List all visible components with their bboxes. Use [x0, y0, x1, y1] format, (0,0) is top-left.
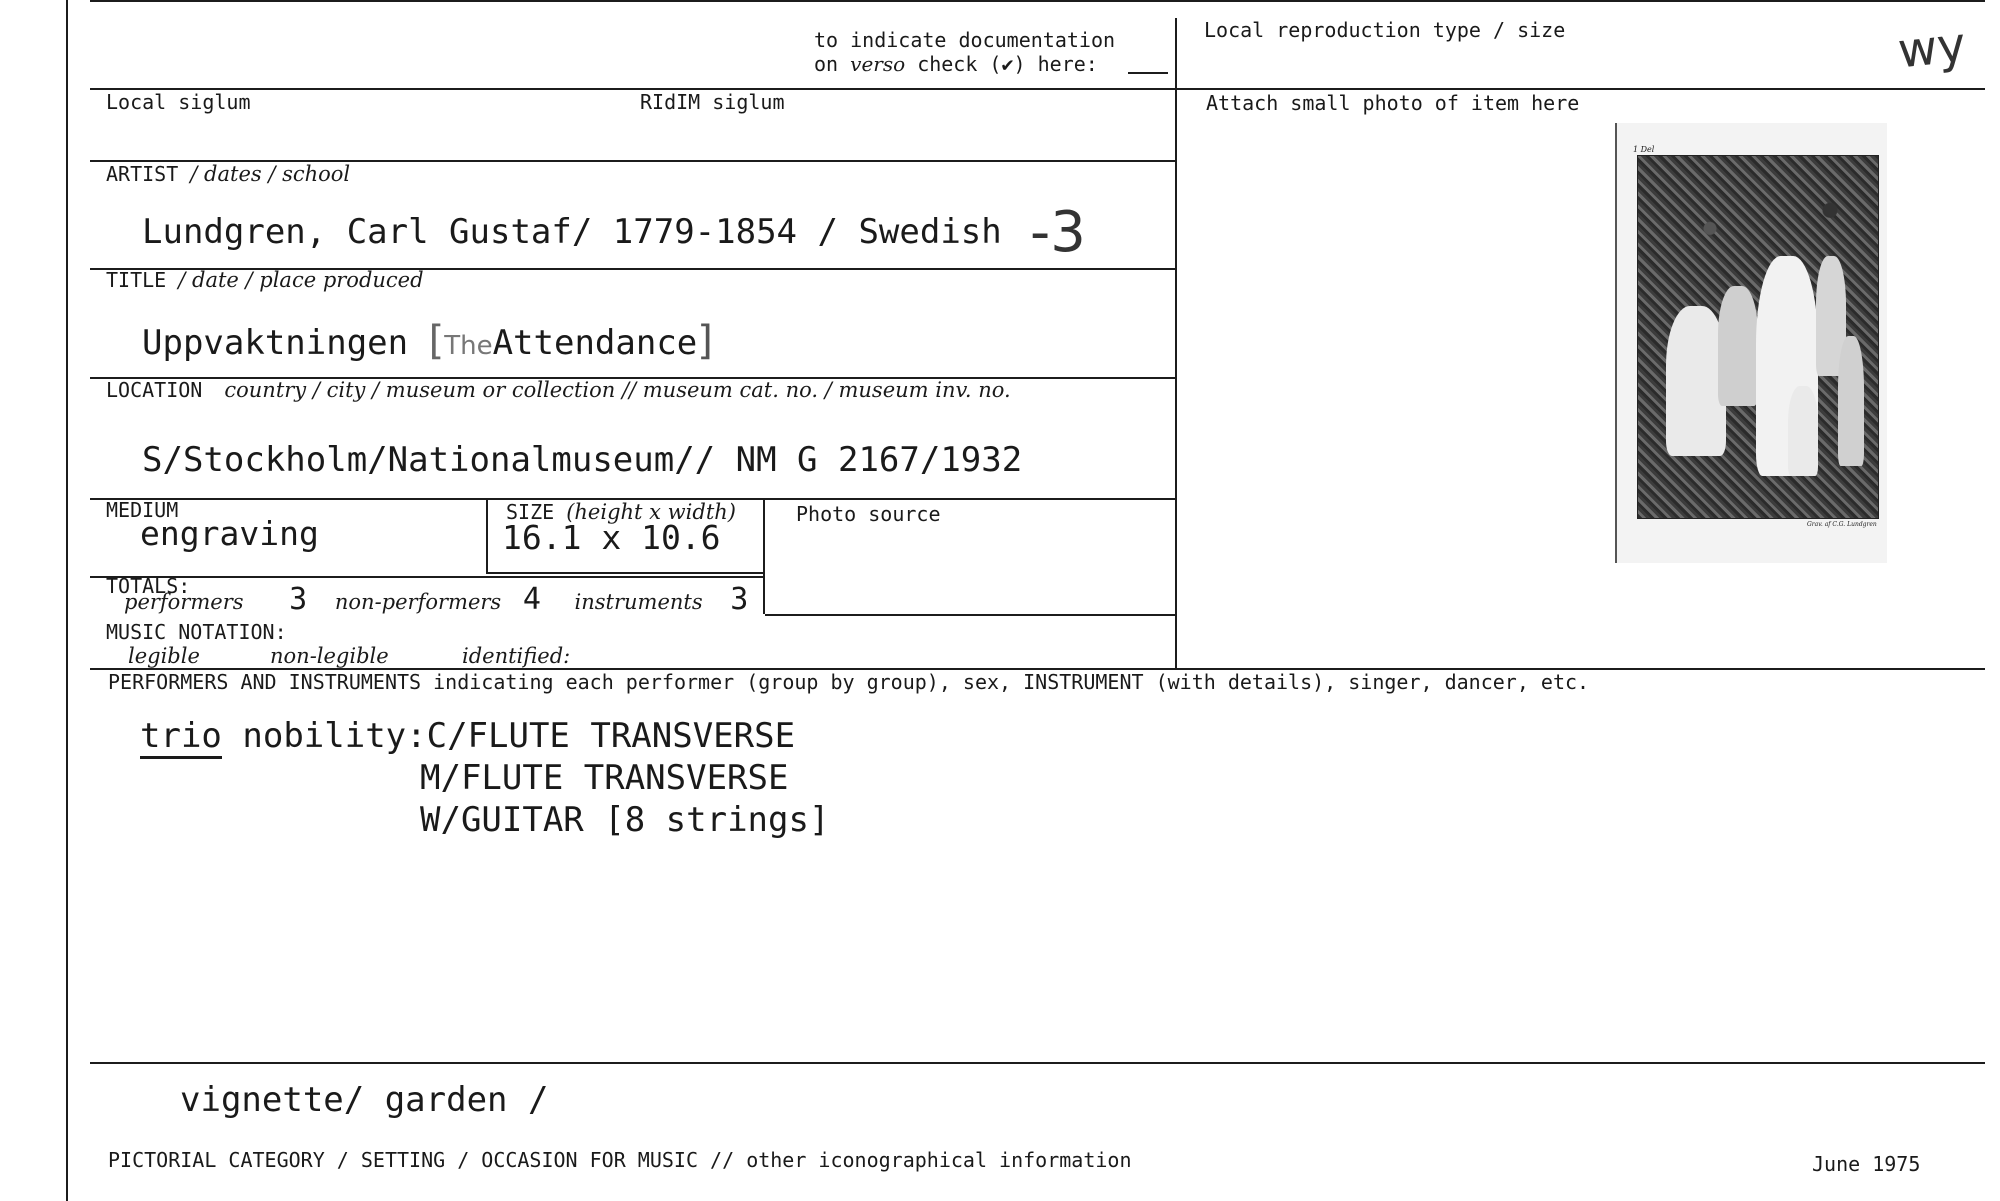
music-non-legible: non-legible: [270, 644, 389, 668]
category-value: vignette/ garden /: [180, 1080, 549, 1120]
title-label-rest: / date / place produced: [178, 268, 424, 292]
title-bracket-open: [: [428, 318, 445, 364]
size-box-bottom: [486, 572, 765, 574]
category-label-main: PICTORIAL CATEGORY / SETTING / OCCASION FOR MUSIC //: [108, 1148, 735, 1172]
category-label: [108, 1148, 1132, 1172]
location-label: [106, 378, 1011, 402]
rule-siglum: [90, 88, 1985, 90]
size-label-main: SIZE: [506, 500, 555, 524]
engraving-image: [1637, 155, 1879, 519]
verso-note-check: check (: [917, 52, 1002, 76]
rule-music: [765, 614, 1175, 616]
ridim-siglum-label: RIdIM siglum: [640, 90, 785, 114]
performers-line-1: [140, 716, 795, 756]
verso-note-line1: to indicate documentation: [814, 28, 1116, 52]
card-date: June 1975: [1812, 1152, 1921, 1176]
verso-note-verso: verso: [850, 52, 906, 76]
verso-note-on: on: [814, 52, 839, 76]
music-notation-label: MUSIC NOTATION:: [106, 620, 287, 644]
instruments-count: 3: [730, 582, 749, 617]
performers-count: 3: [289, 582, 308, 617]
music-legible: legible: [128, 644, 200, 668]
totals-row: [124, 582, 748, 617]
title-label: [106, 268, 424, 292]
local-siglum-label: Local siglum: [106, 90, 251, 114]
title-value: [142, 318, 713, 364]
location-value: S/Stockholm/Nationalmuseum// NM G 2167/1932: [142, 440, 1023, 480]
checkmark-icon: ✔: [1001, 52, 1014, 76]
top-border: [90, 0, 1985, 2]
performers-label-rest: indicating each performer (group by group), sex, INSTRUMENT (with details), singer, dancer, etc.: [433, 670, 1590, 694]
non-performers-label: non-performers: [334, 590, 502, 614]
size-label-rest: (height x width): [566, 500, 736, 524]
artist-label: [106, 162, 350, 186]
title-bracket-close: ]: [697, 318, 713, 364]
title-label-main: TITLE: [106, 268, 167, 292]
photo-source-label: Photo source: [796, 502, 941, 526]
rule-totals: [90, 576, 765, 578]
artist-value: Lundgren, Carl Gustaf/ 1779-1854 / Swedish: [142, 212, 1002, 252]
medium-label: MEDIUM: [106, 498, 179, 522]
performers-line-3: [420, 800, 829, 840]
rule-category: [90, 1062, 1985, 1064]
item-photo: [1615, 123, 1887, 563]
performers-line3-main: W/GUITAR: [420, 800, 584, 840]
left-border: [66, 0, 68, 1201]
verso-note-line2: [814, 52, 1098, 76]
plate-caption-bottom: Grav. af C.G. Lundgren: [1807, 521, 1877, 528]
artist-handwritten-suffix: -3: [1030, 200, 1086, 265]
non-performers-count: 4: [522, 582, 541, 617]
location-label-rest: country / city / museum or collection // museum cat. no. / museum inv. no.: [224, 378, 1011, 402]
artist-label-rest: / dates / school: [190, 162, 351, 186]
music-identified: identified:: [462, 644, 571, 668]
vertical-divider: [1175, 18, 1177, 670]
performers-label-row: [108, 670, 1589, 694]
instruments-label: instruments: [574, 590, 703, 614]
category-label-rest: other iconographical information: [746, 1148, 1132, 1172]
location-label-main: LOCATION: [106, 378, 203, 402]
performers-trio: trio: [140, 716, 222, 759]
title-handwritten: The: [444, 331, 493, 361]
figure-musician-2: [1838, 336, 1864, 466]
performers-label-main: PERFORMERS AND INSTRUMENTS: [108, 670, 422, 694]
performers-line1-rest: nobility:C/FLUTE TRANSVERSE: [242, 716, 796, 756]
figure-man: [1718, 286, 1758, 406]
figure-child: [1788, 386, 1818, 476]
repro-handwritten-mark: wy: [1895, 16, 1969, 80]
verso-checkbox-line[interactable]: [1128, 72, 1168, 74]
artist-label-main: ARTIST: [106, 162, 179, 186]
size-box-right: [763, 498, 765, 614]
size-value: 16.1 x 10.6: [502, 518, 721, 557]
totals-label: TOTALS:: [106, 574, 191, 598]
plate-caption-top: 1 Del: [1633, 145, 1655, 154]
title-translation: Attendance: [492, 323, 698, 363]
figure-seated-woman: [1666, 306, 1726, 456]
medium-value: engraving: [140, 514, 319, 553]
photo-label: Attach small photo of item here: [1206, 91, 1580, 115]
performers-line-2: M/FLUTE TRANSVERSE: [420, 758, 789, 798]
performers-label: performers: [124, 590, 244, 614]
verso-note-here: ) here:: [1013, 52, 1098, 76]
title-original: Uppvaktningen: [142, 323, 409, 363]
repro-label: Local reproduction type / size: [1204, 18, 1566, 42]
size-box-left: [486, 498, 488, 572]
performers-line3-bracket: [8 strings]: [604, 800, 830, 840]
